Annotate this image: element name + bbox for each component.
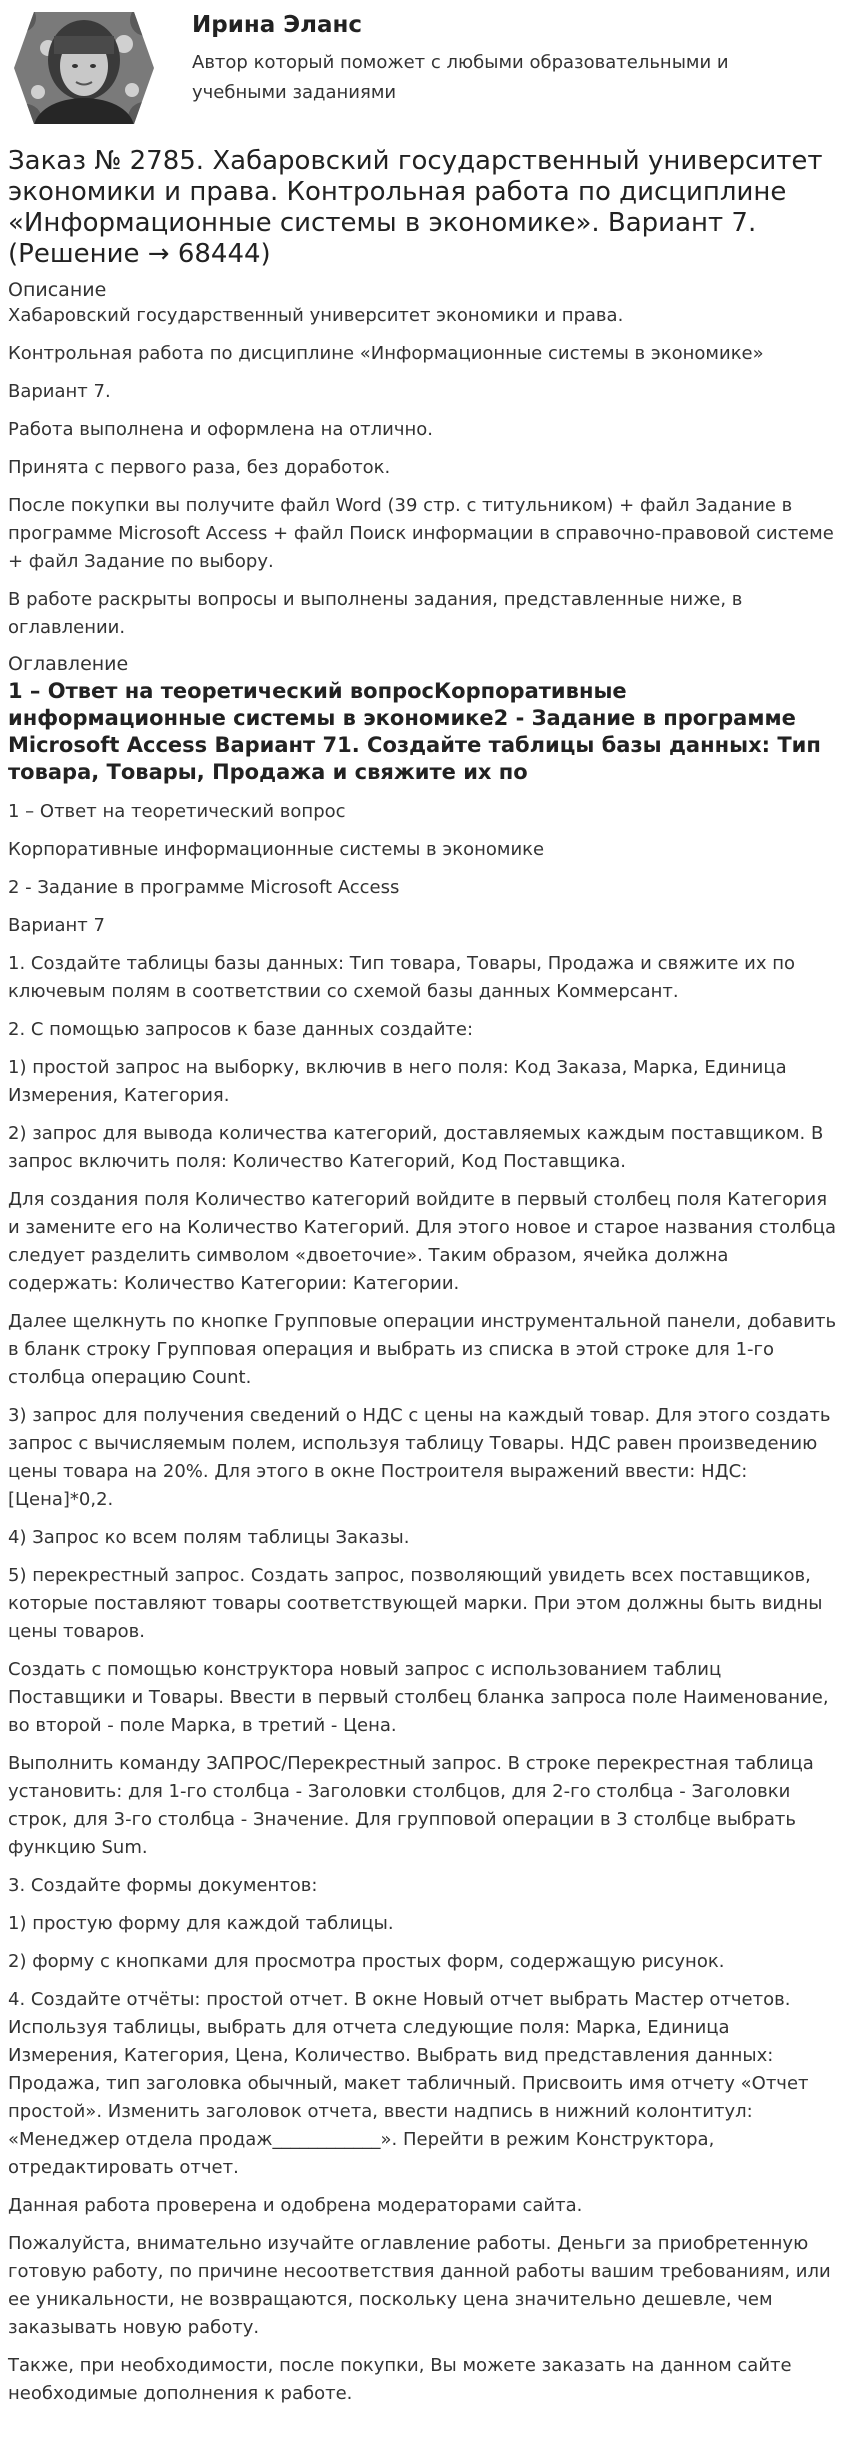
contents-paragraph: 4) Запрос ко всем полям таблицы Заказы.: [8, 1527, 410, 1548]
description-body: [8, 302, 839, 642]
contents-paragraph: 3. Создайте формы документов:: [8, 1875, 318, 1896]
contents-paragraph: 2. С помощью запросов к базе данных создайте:: [8, 1019, 474, 1040]
contents-paragraph: 2 - Задание в программе Microsoft Access: [8, 877, 400, 898]
contents-label: Оглавление: [8, 653, 129, 675]
contents-paragraph: 1. Создайте таблицы базы данных: Тип товара, Товары, Продажа и свяжите их по ключевым полям в соответствии со схемой базы данных Коммерсант.: [8, 953, 795, 1002]
contents-paragraph: 1) простую форму для каждой таблицы.: [8, 1913, 394, 1934]
contents-paragraph: 4. Создайте отчёты: простой отчет. В окне Новый отчет выбрать Мастер отчетов. Используя таблицы, выбрать для отчета следующие поля: Марка, Единица Измерения, Категория, Цена, Количество. Выбрать вид представления данных: Продажа, тип заголовка обычный, макет табличный. Присвоить имя отчету «Отчет простой». Изменить заголовок отчета, ввести надпись в нижний колонтитул: «Менеджер отдела продаж____________». Перейти в режим Конструктора, отредактировать отчет.: [8, 1989, 809, 2178]
contents-paragraph: Далее щелкнуть по кнопке Групповые операции инструментальной панели, добавить в бланк строку Групповая операция и выбрать из списка в этой строке для 1-го столбца операцию Count.: [8, 1311, 837, 1388]
contents-heading: 1 – Ответ на теоретический вопросКорпоративные информационные системы в экономике2 - Задание в программе Microsoft Access Вариант 71. Создайте таблицы базы данных: Тип товара, Товары, Продажа и свяжите их по: [8, 679, 821, 784]
contents-paragraph: 2) форму с кнопками для просмотра простых форм, содержащую рисунок.: [8, 1951, 725, 1972]
author-description: Автор который поможет с любыми образовательными и учебными заданиями: [192, 52, 729, 103]
description-paragraph: Принята с первого раза, без доработок.: [8, 457, 391, 478]
contents-body: [8, 798, 839, 2408]
author-avatar[interactable]: [14, 8, 154, 128]
contents-paragraph: 3) запрос для получения сведений о НДС с цены на каждый товар. Для этого создать запрос с вычисляемым полем, используя таблицу Товары. НДС равен произведению цены товара на 20%. Для этого в окне Построителя выражений ввести: НДС: [Цена]*0,2.: [8, 1405, 831, 1510]
author-card: [8, 0, 839, 136]
description-paragraph: Контрольная работа по дисциплине «Информационные системы в экономике»: [8, 343, 764, 364]
refund-notice: Пожалуйста, внимательно изучайте оглавление работы. Деньги за приобретенную готовую работу, по причине несоответствия данной работы вашим требованиям, или ее уникальности, не возвращаются, поскольку цена значительно дешевле, чем заказывать новую работу.: [8, 2233, 831, 2338]
contents-paragraph: 5) перекрестный запрос. Создать запрос, позволяющий увидеть всех поставщиков, которые поставляют товары соответствующей марки. При этом должны быть видны цены товаров.: [8, 1565, 823, 1642]
contents-paragraph: 2) запрос для вывода количества категорий, доставляемых каждым поставщиком. В запрос включить поля: Количество Категорий, Код Поставщика.: [8, 1123, 824, 1172]
contents-paragraph: 1 – Ответ на теоретический вопрос: [8, 801, 346, 822]
additions-notice: Также, при необходимости, после покупки, Вы можете заказать на данном сайте необходимые дополнения к работе.: [8, 2355, 792, 2404]
contents-paragraph: Для создания поля Количество категорий войдите в первый столбец поля Категория и замените его на Количество Категорий. Для этого новое и старое названия столбца следует разделить символом «двоеточие». Таким образом, ячейка должна содержать: Количество Категории: Категории.: [8, 1189, 836, 1294]
moderation-note: Данная работа проверена и одобрена модераторами сайта.: [8, 2195, 583, 2216]
contents-paragraph: 1) простой запрос на выборку, включив в него поля: Код Заказа, Марка, Единица Измерения, Категория.: [8, 1057, 787, 1106]
description-paragraph: Хабаровский государственный университет экономики и права.: [8, 305, 624, 326]
description-paragraph: Вариант 7.: [8, 381, 111, 402]
description-paragraph: В работе раскрыты вопросы и выполнены задания, представленные ниже, в оглавлении.: [8, 589, 743, 638]
description-paragraph: Работа выполнена и оформлена на отлично.: [8, 419, 434, 440]
contents-paragraph: Корпоративные информационные системы в экономике: [8, 839, 545, 860]
description-label: Описание: [8, 279, 107, 301]
contents-paragraph: Вариант 7: [8, 915, 105, 936]
contents-paragraph: Выполнить команду ЗАПРОС/Перекрестный запрос. В строке перекрестная таблица установить: для 1-го столбца - Заголовки столбцов, для 2-го столбца - Заголовки строк, для 3-го столбца - Значение. Для групповой операции в 3 столбце выбрать функцию Sum.: [8, 1753, 814, 1858]
author-name[interactable]: Ирина Эланс: [192, 12, 363, 38]
contents-paragraph: Создать с помощью конструктора новый запрос с использованием таблиц Поставщики и Товары. Ввести в первый столбец бланка запроса поле Наименование, во второй - поле Марка, в третий - Цена.: [8, 1659, 829, 1736]
order-title: Заказ № 2785. Хабаровский государственный университет экономики и права. Контрольная работа по дисциплине «Информационные системы в экономике». Вариант 7. (Решение → 68444): [8, 146, 823, 269]
description-paragraph: После покупки вы получите файл Word (39 стр. с титульником) + файл Задание в программе Microsoft Access + файл Поиск информации в справочно-правовой системе + файл Задание по выбору.: [8, 495, 834, 572]
